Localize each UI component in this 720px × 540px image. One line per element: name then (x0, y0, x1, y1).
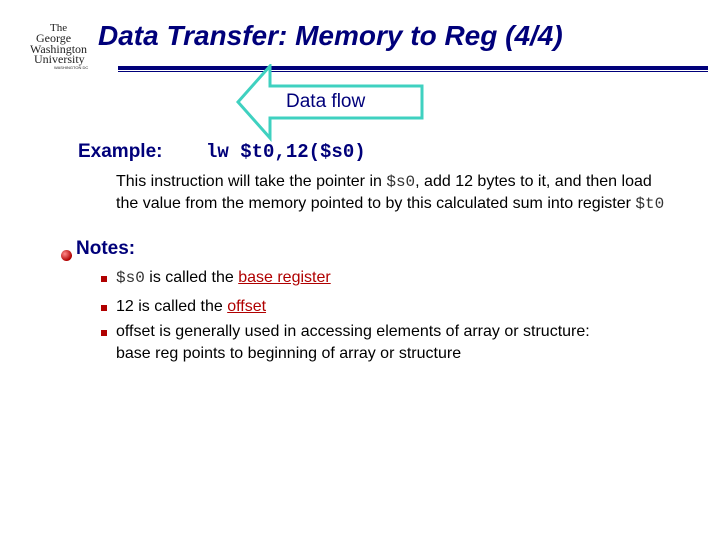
slide-title: Data Transfer: Memory to Reg (4/4) (98, 20, 563, 51)
note-2-term: offset (227, 298, 267, 315)
logo-line-1: The (50, 22, 68, 34)
logo-line-2: George (36, 31, 72, 45)
note-1-term: base register (238, 269, 331, 286)
notes-label: Notes: (76, 238, 136, 259)
desc-part-1: This instruction will take the pointer in (116, 173, 387, 190)
logo-line-4: University (34, 52, 85, 66)
note-3-bullet-icon (101, 330, 107, 336)
note-3 (116, 321, 590, 365)
note-1-text: is called the (144, 269, 239, 286)
note-2 (116, 296, 266, 318)
example-description (116, 171, 676, 215)
note-2-text: 12 is called the (116, 298, 228, 315)
note-1 (116, 267, 331, 289)
note-1-code: $s0 (116, 269, 145, 287)
logo-line-5: WASHINGTON DC (54, 65, 89, 70)
logo-line-3: Washington (30, 42, 88, 56)
note-2-bullet-icon (101, 305, 107, 311)
desc-register-2: $t0 (635, 195, 665, 213)
desc-part-2: , add 12 bytes to it, and then load the value from the memory pointed to by this calculated sum into register (116, 173, 652, 212)
data-flow-label: Data flow (286, 91, 366, 112)
note-3-line-1: offset is generally used in accessing elements of array or structure: (116, 323, 590, 340)
note-1-bullet-icon (101, 276, 107, 282)
note-3-line-2: base reg points to beginning of array or structure (116, 345, 462, 362)
desc-register-1: $s0 (386, 173, 416, 191)
notes-bullet-icon (61, 250, 72, 261)
example-label: Example: (78, 141, 163, 162)
example-code: lw $t0,12($s0) (206, 141, 366, 163)
